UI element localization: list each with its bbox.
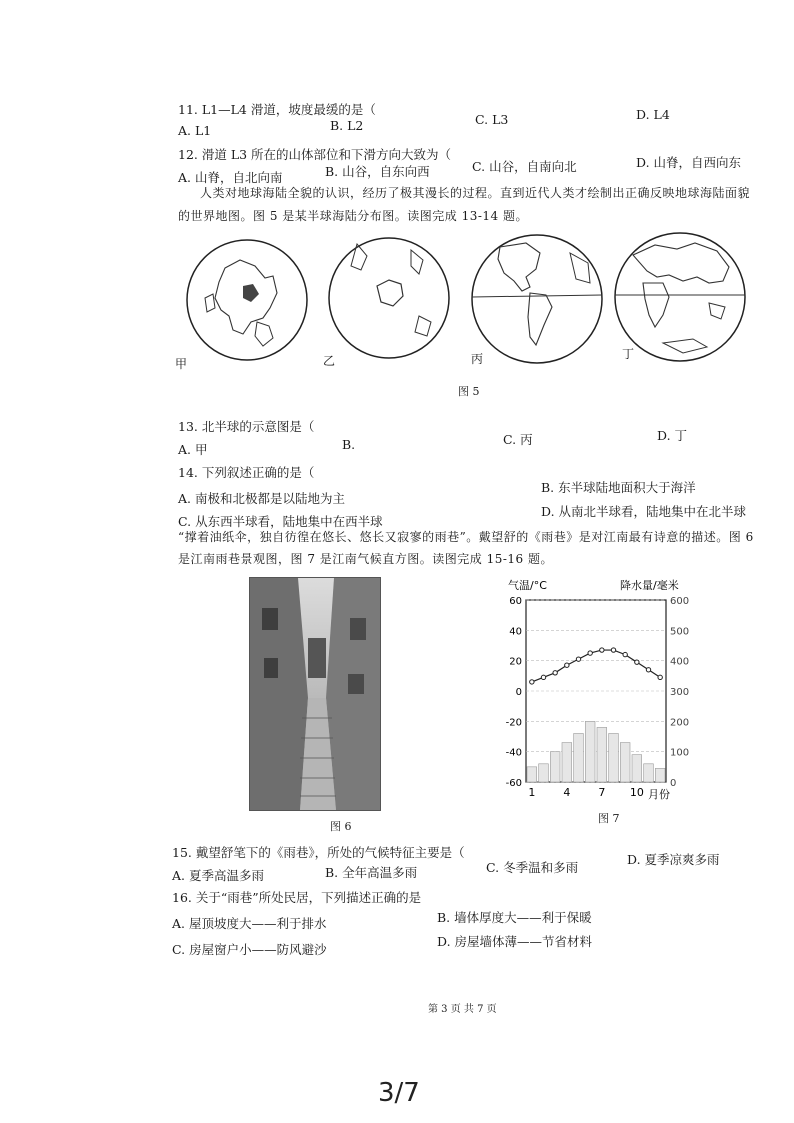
globe-yi	[327, 236, 451, 360]
temperature-point	[541, 675, 545, 679]
q12-stem: 12. 滑道 L3 所在的山体部位和下滑方向大致为（	[178, 147, 452, 162]
q14-option-d: D. 从南北半球看，陆地集中在北半球	[541, 504, 747, 519]
y-left-tick-label: -20	[505, 717, 522, 729]
page-indicator: 3/7	[378, 1078, 420, 1108]
globe-label-yi: 乙	[323, 354, 336, 368]
y-left-tick-label: 20	[509, 656, 522, 668]
precip-bar	[609, 733, 619, 782]
q11-option-a: A. L1	[178, 123, 212, 138]
temperature-point	[646, 668, 650, 672]
y-left-tick-label: 40	[509, 626, 522, 638]
intro1-line2: 的世界地图。图 5 是某半球海陆分布图。读图完成 13-14 题。	[178, 209, 528, 223]
temperature-point	[565, 663, 569, 667]
x-tick-label: 7	[598, 786, 606, 799]
q12-option-b: B. 山谷，自东向西	[325, 164, 430, 179]
q15-option-c: C. 冬季温和多雨	[486, 860, 579, 875]
intro1-line1: 人类对地球海陆全貌的认识，经历了极其漫长的过程。直到近代人类才绘制出正确反映地球海陆面貌	[200, 186, 751, 200]
y-right-tick-label: 100	[670, 747, 690, 759]
y-right-tick-label: 600	[670, 596, 690, 607]
q12-option-c: C. 山谷，自南向北	[472, 159, 577, 174]
q11-stem: 11. L1—L4 滑道，坡度最缓的是（	[178, 102, 376, 117]
temperature-point	[658, 675, 662, 679]
globe-bing	[470, 233, 604, 365]
temperature-line	[532, 650, 660, 682]
precip-bar	[562, 743, 572, 782]
precip-bar	[620, 743, 630, 782]
figure7-caption: 图 7	[598, 812, 620, 825]
page-footer: 第 3 页 共 7 页	[428, 1004, 497, 1015]
globe-jia	[185, 238, 309, 362]
y-right-tick-label: 0	[670, 778, 677, 789]
q14-option-a: A. 南极和北极都是以陆地为主	[178, 491, 345, 506]
x-tick-label: 1	[528, 786, 536, 799]
temperature-point	[623, 652, 627, 656]
climate-chart	[498, 572, 710, 810]
y-right-axis-label: 降水量/毫米	[620, 579, 679, 592]
x-tick-label: 4	[563, 786, 571, 799]
x-tick-label: 10	[629, 786, 644, 799]
x-axis-label: 月份	[648, 788, 670, 801]
temperature-point	[611, 648, 615, 652]
q16-option-d: D. 房屋墙体薄——节省材料	[437, 934, 593, 949]
q16-option-c: C. 房屋窗户小——防风避沙	[172, 942, 327, 957]
q15-option-a: A. 夏季高温多雨	[172, 868, 264, 883]
rain-alley-photo	[249, 577, 381, 811]
temperature-point	[588, 651, 592, 655]
q15-option-d: D. 夏季凉爽多雨	[627, 852, 720, 867]
intro2-line2: 是江南雨巷景观图，图 7 是江南气候直方图。读图完成 15-16 题。	[178, 552, 553, 566]
precip-bar	[539, 764, 549, 782]
q16-stem: 16. 关于“雨巷”所处民居，下列描述正确的是	[172, 890, 422, 905]
precip-bar	[574, 733, 584, 782]
y-right-tick-label: 400	[670, 656, 690, 668]
q14-stem: 14. 下列叙述正确的是（	[178, 465, 315, 480]
q11-option-b: B. L2	[330, 118, 364, 133]
q16-option-a: A. 屋顶坡度大——利于排水	[172, 916, 327, 931]
temperature-point	[530, 680, 534, 684]
q15-stem: 15. 戴望舒笔下的《雨巷》，所处的气候特征主要是（	[172, 845, 465, 860]
precip-bar	[655, 768, 665, 782]
precip-bar	[597, 727, 607, 782]
globe-label-jia: 甲	[175, 357, 188, 371]
q14-option-c: C. 从东西半球看，陆地集中在西半球	[178, 514, 383, 529]
temperature-point	[553, 671, 557, 675]
temperature-point	[600, 648, 604, 652]
figure5-caption: 图 5	[458, 385, 480, 398]
precip-bar	[644, 764, 654, 782]
q13-option-a: A. 甲	[178, 442, 208, 457]
q13-option-d: D. 丁	[657, 428, 688, 443]
y-right-tick-label: 300	[670, 687, 690, 698]
climate-chart-svg	[498, 572, 710, 810]
y-left-tick-label: 60	[509, 596, 522, 607]
globe-label-ding: 丁	[622, 347, 635, 361]
y-left-tick-label: 0	[515, 687, 522, 698]
q12-option-d: D. 山脊，自西向东	[636, 155, 742, 170]
y-right-tick-label: 500	[670, 626, 690, 638]
q11-option-d: D. L4	[636, 107, 670, 122]
y-left-tick-label: -40	[505, 747, 522, 759]
q13-option-b: B.	[342, 437, 356, 452]
precip-bar	[632, 755, 642, 782]
temperature-point	[635, 660, 639, 664]
temperature-point	[576, 657, 580, 661]
precip-bar	[527, 767, 537, 782]
q13-stem: 13. 北半球的示意图是（	[178, 419, 315, 434]
globe-label-bing: 丙	[471, 352, 484, 366]
precip-bar	[585, 721, 595, 782]
q11-option-c: C. L3	[475, 112, 509, 127]
precip-bar	[550, 752, 560, 782]
y-left-axis-label: 气温/°C	[508, 579, 547, 592]
q13-option-c: C. 丙	[503, 432, 533, 447]
intro2-line1: “撑着油纸伞，独自彷徨在悠长、悠长又寂寥的雨巷”。戴望舒的《雨巷》是对江南最有诗意的描述。图 6	[178, 530, 754, 544]
q14-option-b: B. 东半球陆地面积大于海洋	[541, 480, 696, 495]
globe-ding	[613, 231, 747, 363]
y-right-tick-label: 200	[670, 717, 690, 729]
figure6-caption: 图 6	[330, 820, 352, 833]
y-left-tick-label: -60	[505, 778, 522, 789]
q15-option-b: B. 全年高温多雨	[325, 865, 418, 880]
q16-option-b: B. 墙体厚度大——利于保暖	[437, 910, 592, 925]
q12-option-a: A. 山脊，自北向南	[178, 170, 283, 185]
